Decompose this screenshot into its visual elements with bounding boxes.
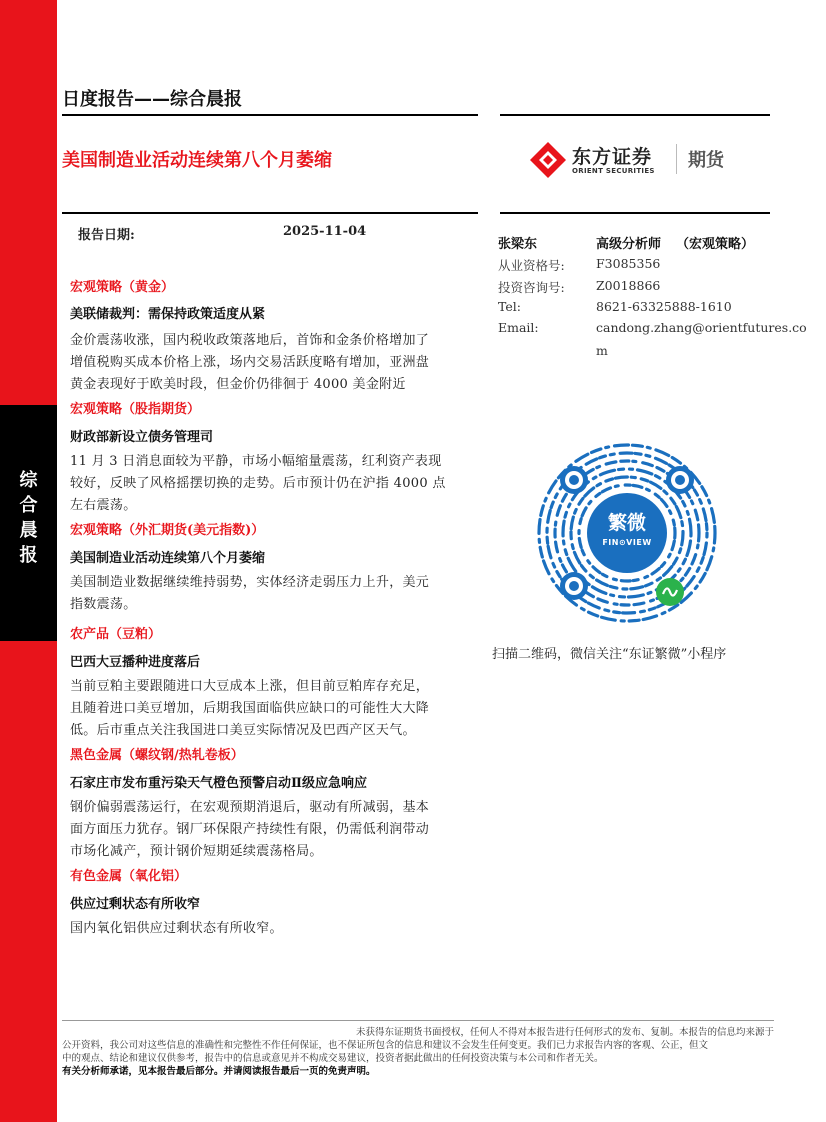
body-line: 当前豆粕主要跟随进口大豆成本上涨，但目前豆粕库存充足，: [70, 679, 430, 694]
section-body: [70, 676, 490, 742]
sidebar-vertical-title: [0, 468, 57, 568]
report-date-label: 报告日期:: [78, 228, 135, 243]
section-subheading: 石家庄市发布重污染天气橙色预警启动Ⅱ级应急响应: [70, 776, 367, 791]
disclaimer-bold-line: 有关分析师承诺，见本报告最后部分。并请阅读报告最后一页的免责声明。: [62, 1066, 376, 1077]
logo-en-text: ORIENT SECURITIES: [572, 167, 655, 175]
qr-center-cn: 繁微: [607, 512, 646, 534]
section-heading: 宏观策略（黄金）: [70, 280, 175, 295]
body-line: 黄金表现好于欧美时段，但金价仍徘徊于 4000 美金附近: [70, 377, 406, 392]
disclaimer: [62, 1026, 774, 1078]
logo-cn-text: 东方证券: [572, 146, 653, 168]
section-heading: 宏观策略（外汇期货(美元指数)）: [70, 523, 265, 538]
section-subheading: 美国制造业活动连续第八个月萎缩: [70, 551, 266, 566]
qr-code[interactable]: [530, 436, 724, 630]
analyst-label: 从业资格号:: [498, 258, 565, 273]
page-title: 美国制造业活动连续第八个月萎缩: [62, 150, 332, 171]
analyst-value: F3085356: [596, 256, 661, 271]
qr-center-en: FIN⊙VIEW: [602, 538, 652, 547]
body-line: 增值税购买成本价格上涨，场内交易活跃度略有增加，亚洲盘: [70, 355, 430, 370]
sidebar-char: 报: [19, 545, 38, 566]
section-heading: 农产品（豆粕）: [70, 627, 162, 642]
body-line: 较好，反映了风格摇摆切换的走势。后市预计仍在沪指 4000 点: [70, 476, 446, 491]
header-divider-left: [62, 114, 478, 116]
section-body: [70, 451, 490, 517]
body-line: 钢价偏弱震荡运行，在宏观预期消退后，驱动有所减弱，基本: [70, 800, 430, 815]
analyst-value: Z0018866: [596, 278, 661, 293]
header-divider-right: [500, 114, 770, 116]
section-subheading: 美联储裁判：需保持政策适度从紧: [70, 307, 266, 322]
company-logo: [530, 140, 770, 180]
body-line: 美国制造业数据继续维持弱势，实体经济走弱压力上升，美元: [70, 575, 430, 590]
disclaimer-line: 公开资料，我公司对这些信息的准确性和完整性不作任何保证，也不保证所包含的信息和建议不会发生任何变更。我们已力求报告内容的客观、公正，但文: [62, 1040, 709, 1051]
analyst-email-wrap: m: [596, 343, 608, 358]
sidebar-char: 晨: [19, 520, 38, 541]
disclaimer-divider: [62, 1020, 774, 1021]
disclaimer-line: 中的观点、结论和建议仅供参考，报告中的信息或意见并不构成交易建议，投资者据此做出的任何投资决策与本公司和作者无关。: [62, 1053, 604, 1064]
doc-type: 日度报告——综合晨报: [62, 89, 242, 110]
body-line: 左右震荡。: [70, 498, 137, 513]
report-date-value: 2025-11-04: [283, 224, 367, 239]
section-body: [70, 330, 490, 396]
section-body: [70, 572, 490, 616]
analyst-dept: （宏观策略）: [676, 237, 755, 252]
sidebar-char: 综: [19, 470, 38, 491]
analyst-label: Email:: [498, 320, 539, 335]
section-body: [70, 918, 490, 940]
analyst-name: 张梁东: [498, 237, 538, 252]
analyst-value: 8621-63325888-1610: [596, 299, 732, 314]
body-line: 指数震荡。: [70, 597, 137, 612]
section-subheading: 财政部新设立债务管理司: [70, 430, 214, 445]
disclaimer-line: 未获得东证期货书面授权，任何人不得对本报告进行任何形式的发布、复制。本报告的信息均来源于: [355, 1027, 774, 1038]
body-line: 金价震荡收涨，国内税收政策落地后，首饰和金条价格增加了: [70, 333, 430, 348]
body-line: 面方面压力犹存。钢厂环保限产持续性有限，仍需低利润带动: [70, 822, 430, 837]
body-line: 市场化减产，预计钢价短期延续震荡格局。: [70, 844, 323, 859]
title-divider-right: [500, 212, 770, 214]
section-heading: 黑色金属（螺纹钢/热轧卷板）: [70, 748, 244, 763]
title-divider-left: [62, 212, 478, 214]
body-line: 国内氧化铝供应过剩状态有所收窄。: [70, 921, 283, 936]
analyst-label: Tel:: [498, 299, 521, 314]
section-subheading: 供应过剩状态有所收窄: [70, 897, 201, 912]
orient-logo-icon: [530, 142, 566, 178]
logo-sub-text: 期货: [688, 150, 724, 171]
analyst-email[interactable]: candong.zhang@orientfutures.co: [596, 320, 807, 335]
logo-separator: [676, 144, 677, 174]
section-subheading: 巴西大豆播种进度落后: [70, 655, 201, 670]
section-heading: 有色金属（氧化铝）: [70, 869, 188, 884]
mini-program-icon: [656, 578, 684, 606]
analyst-title: 高级分析师: [596, 237, 662, 252]
analyst-label: 投资咨询号:: [498, 280, 565, 295]
body-line: 低。后市重点关注我国进口美豆实际情况及巴西产区天气。: [70, 723, 416, 738]
qr-caption: 扫描二维码，微信关注“东证繁微”小程序: [492, 647, 727, 662]
section-body: [70, 797, 490, 863]
body-line: 且随着进口美豆增加，后期我国面临供应缺口的可能性大大降: [70, 701, 430, 716]
body-line: 11 月 3 日消息面较为平静，市场小幅缩量震荡，红利资产表现: [70, 454, 442, 469]
section-heading: 宏观策略（股指期货）: [70, 402, 201, 417]
sidebar-char: 合: [19, 495, 38, 516]
